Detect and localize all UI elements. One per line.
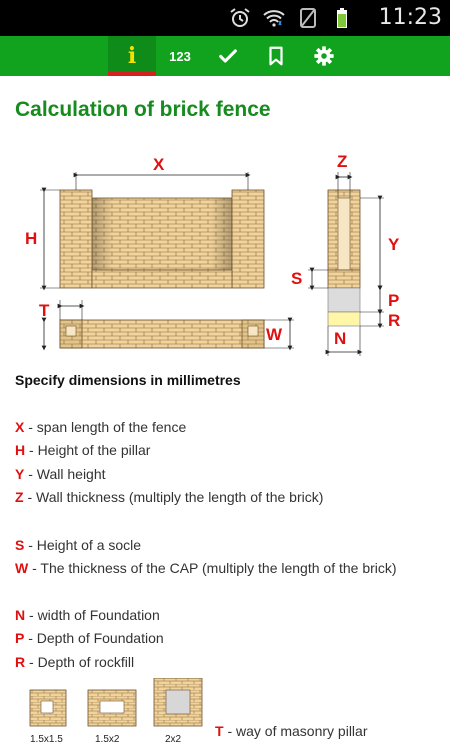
- status-bar: [0, 0, 450, 36]
- tab-info[interactable]: [108, 36, 156, 76]
- pillar-type-3[interactable]: [154, 678, 202, 726]
- dim-r-label: R: [388, 311, 401, 330]
- legend-item-r: R - Depth of rockfill: [15, 654, 135, 670]
- pillar-type-1[interactable]: [30, 690, 66, 726]
- no-sim-icon: [296, 6, 320, 30]
- tab-settings[interactable]: [300, 36, 348, 76]
- tab-results[interactable]: [156, 36, 204, 76]
- tab-results-label: 123: [169, 48, 191, 64]
- wifi-icon: [262, 6, 286, 30]
- legend-item-w: W - The thickness of the CAP (multiply the length of the brick): [15, 560, 397, 576]
- check-icon: [217, 45, 239, 67]
- dim-s-label: S: [291, 269, 303, 288]
- pillar-type-2[interactable]: [88, 690, 136, 726]
- legend-item-s: S - Height of a socle: [15, 537, 142, 553]
- pillar-type-3-label: 2x2: [165, 734, 182, 745]
- masonry-note: T - way of masonry pillar: [215, 723, 368, 739]
- front-view: [40, 172, 264, 288]
- status-icons: [228, 6, 354, 30]
- dim-z-label: Z: [337, 152, 348, 171]
- gear-icon: [313, 45, 335, 67]
- dim-t-label: T: [39, 301, 50, 320]
- legend-item-z: Z - Wall thickness (multiply the length of the brick): [15, 489, 324, 505]
- dim-n-label: N: [334, 329, 347, 348]
- pillar-type-2-label: 1.5x2: [95, 734, 120, 745]
- dim-h-label: H: [25, 229, 38, 248]
- fence-diagram: [0, 140, 450, 365]
- alarm-icon: [228, 6, 252, 30]
- tab-check[interactable]: [204, 36, 252, 76]
- dim-x-label: X: [153, 155, 165, 174]
- legend-item-h: H - Height of the pillar: [15, 442, 151, 458]
- pillar-type-1-label: 1.5x1.5: [30, 734, 63, 745]
- tab-bookmark[interactable]: [252, 36, 300, 76]
- legend-item-n: N - width of Foundation: [15, 607, 160, 623]
- dimensions-hint: Specify dimensions in millimetres: [15, 372, 241, 388]
- dim-w-label: W: [266, 325, 283, 344]
- bookmark-icon: [266, 45, 286, 67]
- dim-y-label: Y: [388, 235, 400, 254]
- page-title: Calculation of brick fence: [15, 98, 271, 121]
- legend-item-x: X - span length of the fence: [15, 419, 187, 435]
- battery-icon: [330, 6, 354, 30]
- legend-item-p: P - Depth of Foundation: [15, 630, 164, 646]
- plan-view: [44, 300, 294, 348]
- toolbar: [0, 36, 450, 76]
- clock: 11:23: [378, 5, 442, 30]
- legend-item-y: Y - Wall height: [15, 466, 106, 482]
- info-icon: i: [127, 43, 137, 69]
- dim-p-label: P: [388, 291, 400, 310]
